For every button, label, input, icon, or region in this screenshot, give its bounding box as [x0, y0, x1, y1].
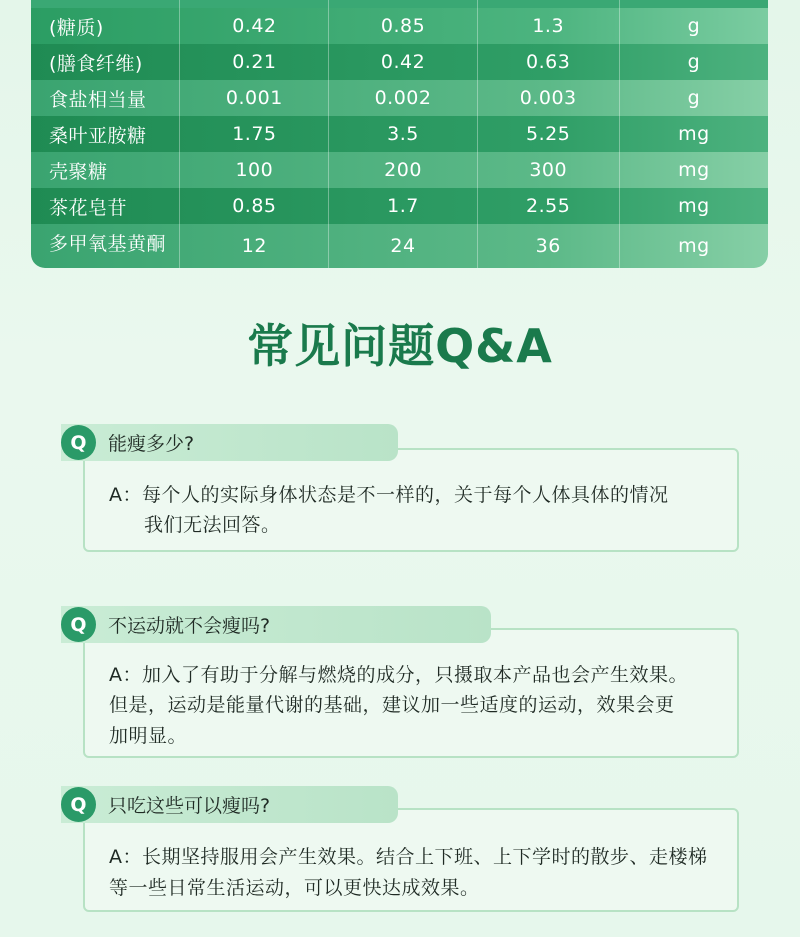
value-col2: 200 [328, 152, 476, 188]
q-badge: Q [61, 787, 96, 822]
unit: mg [619, 188, 768, 224]
value-col1: 1.75 [179, 116, 328, 152]
value-col2: 1.7 [328, 188, 476, 224]
value-col2: 0.42 [328, 44, 476, 80]
nutrient-name: (膳食纤维) [49, 52, 143, 75]
value-col1: 100 [179, 152, 328, 188]
answer-line: 我们无法回答。 [144, 514, 281, 536]
nutrient-name: 茶花皂苷 [49, 196, 128, 219]
answer-line: 等一些日常生活运动，可以更快达成效果。 [109, 877, 480, 899]
nutrient-name: 食盐相当量 [49, 88, 147, 111]
faq-item [61, 606, 741, 758]
question-tab [61, 606, 491, 643]
faq-item [61, 424, 741, 552]
table-row [31, 80, 768, 116]
table-row [31, 44, 768, 80]
qa-section-title: 常见问题Q&A [247, 319, 553, 373]
unit: mg [619, 152, 768, 188]
unit: g [619, 44, 768, 80]
value-col3: 2.55 [477, 188, 619, 224]
value-col1: 0.001 [179, 80, 328, 116]
value-col2: 3.5 [328, 116, 476, 152]
answer-box [83, 628, 739, 758]
value-col1: 0.21 [179, 44, 328, 80]
table-row [31, 0, 768, 8]
question-text: 能瘦多少? [108, 433, 195, 455]
table-row [31, 116, 768, 152]
nutrient-name: 多甲氧基黄酮 [49, 232, 167, 255]
answer-line: 加明显。 [109, 725, 188, 747]
question-text: 只吃这些可以瘦吗? [108, 795, 271, 817]
table-row [31, 224, 768, 268]
unit: g [619, 80, 768, 116]
value-col3: 5.25 [477, 116, 619, 152]
question-tab [61, 424, 398, 461]
question-tab [61, 786, 398, 823]
unit: mg [619, 116, 768, 152]
answer-line: 但是，运动是能量代谢的基础，建议加一些适度的运动，效果会更 [109, 694, 675, 716]
value-col3: 0.63 [477, 44, 619, 80]
value-col2: 24 [328, 224, 476, 268]
nutrient-name: (糖质) [49, 16, 104, 39]
table-row [31, 8, 768, 44]
nutrition-table [31, 0, 768, 268]
question-text: 不运动就不会瘦吗? [108, 615, 271, 637]
answer-box [83, 808, 739, 912]
nutrient-name: 桑叶亚胺糖 [49, 124, 147, 147]
value-col3: 1.3 [477, 8, 619, 44]
value-col2: 0.002 [328, 80, 476, 116]
q-badge: Q [61, 607, 96, 642]
answer-line: A：加入了有助于分解与燃烧的成分，只摄取本产品也会产生效果。 [109, 664, 688, 686]
answer-box [83, 448, 739, 552]
answer-line: A：长期坚持服用会产生效果。结合上下班、上下学时的散步、走楼梯 [109, 846, 708, 868]
value-col1: 0.85 [179, 188, 328, 224]
value-col3: 0.003 [477, 80, 619, 116]
value-col3: 300 [477, 152, 619, 188]
unit: g [619, 8, 768, 44]
faq-item [61, 786, 741, 912]
table-row [31, 152, 768, 188]
table-row [31, 188, 768, 224]
nutrient-name: 壳聚糖 [49, 160, 108, 183]
value-col2: 0.85 [328, 8, 476, 44]
value-col1: 0.42 [179, 8, 328, 44]
q-badge: Q [61, 425, 96, 460]
answer-line: A：每个人的实际身体状态是不一样的，关于每个人体具体的情况 [109, 484, 669, 506]
unit: mg [619, 224, 768, 268]
value-col3: 36 [477, 224, 619, 268]
value-col1: 12 [179, 224, 328, 268]
